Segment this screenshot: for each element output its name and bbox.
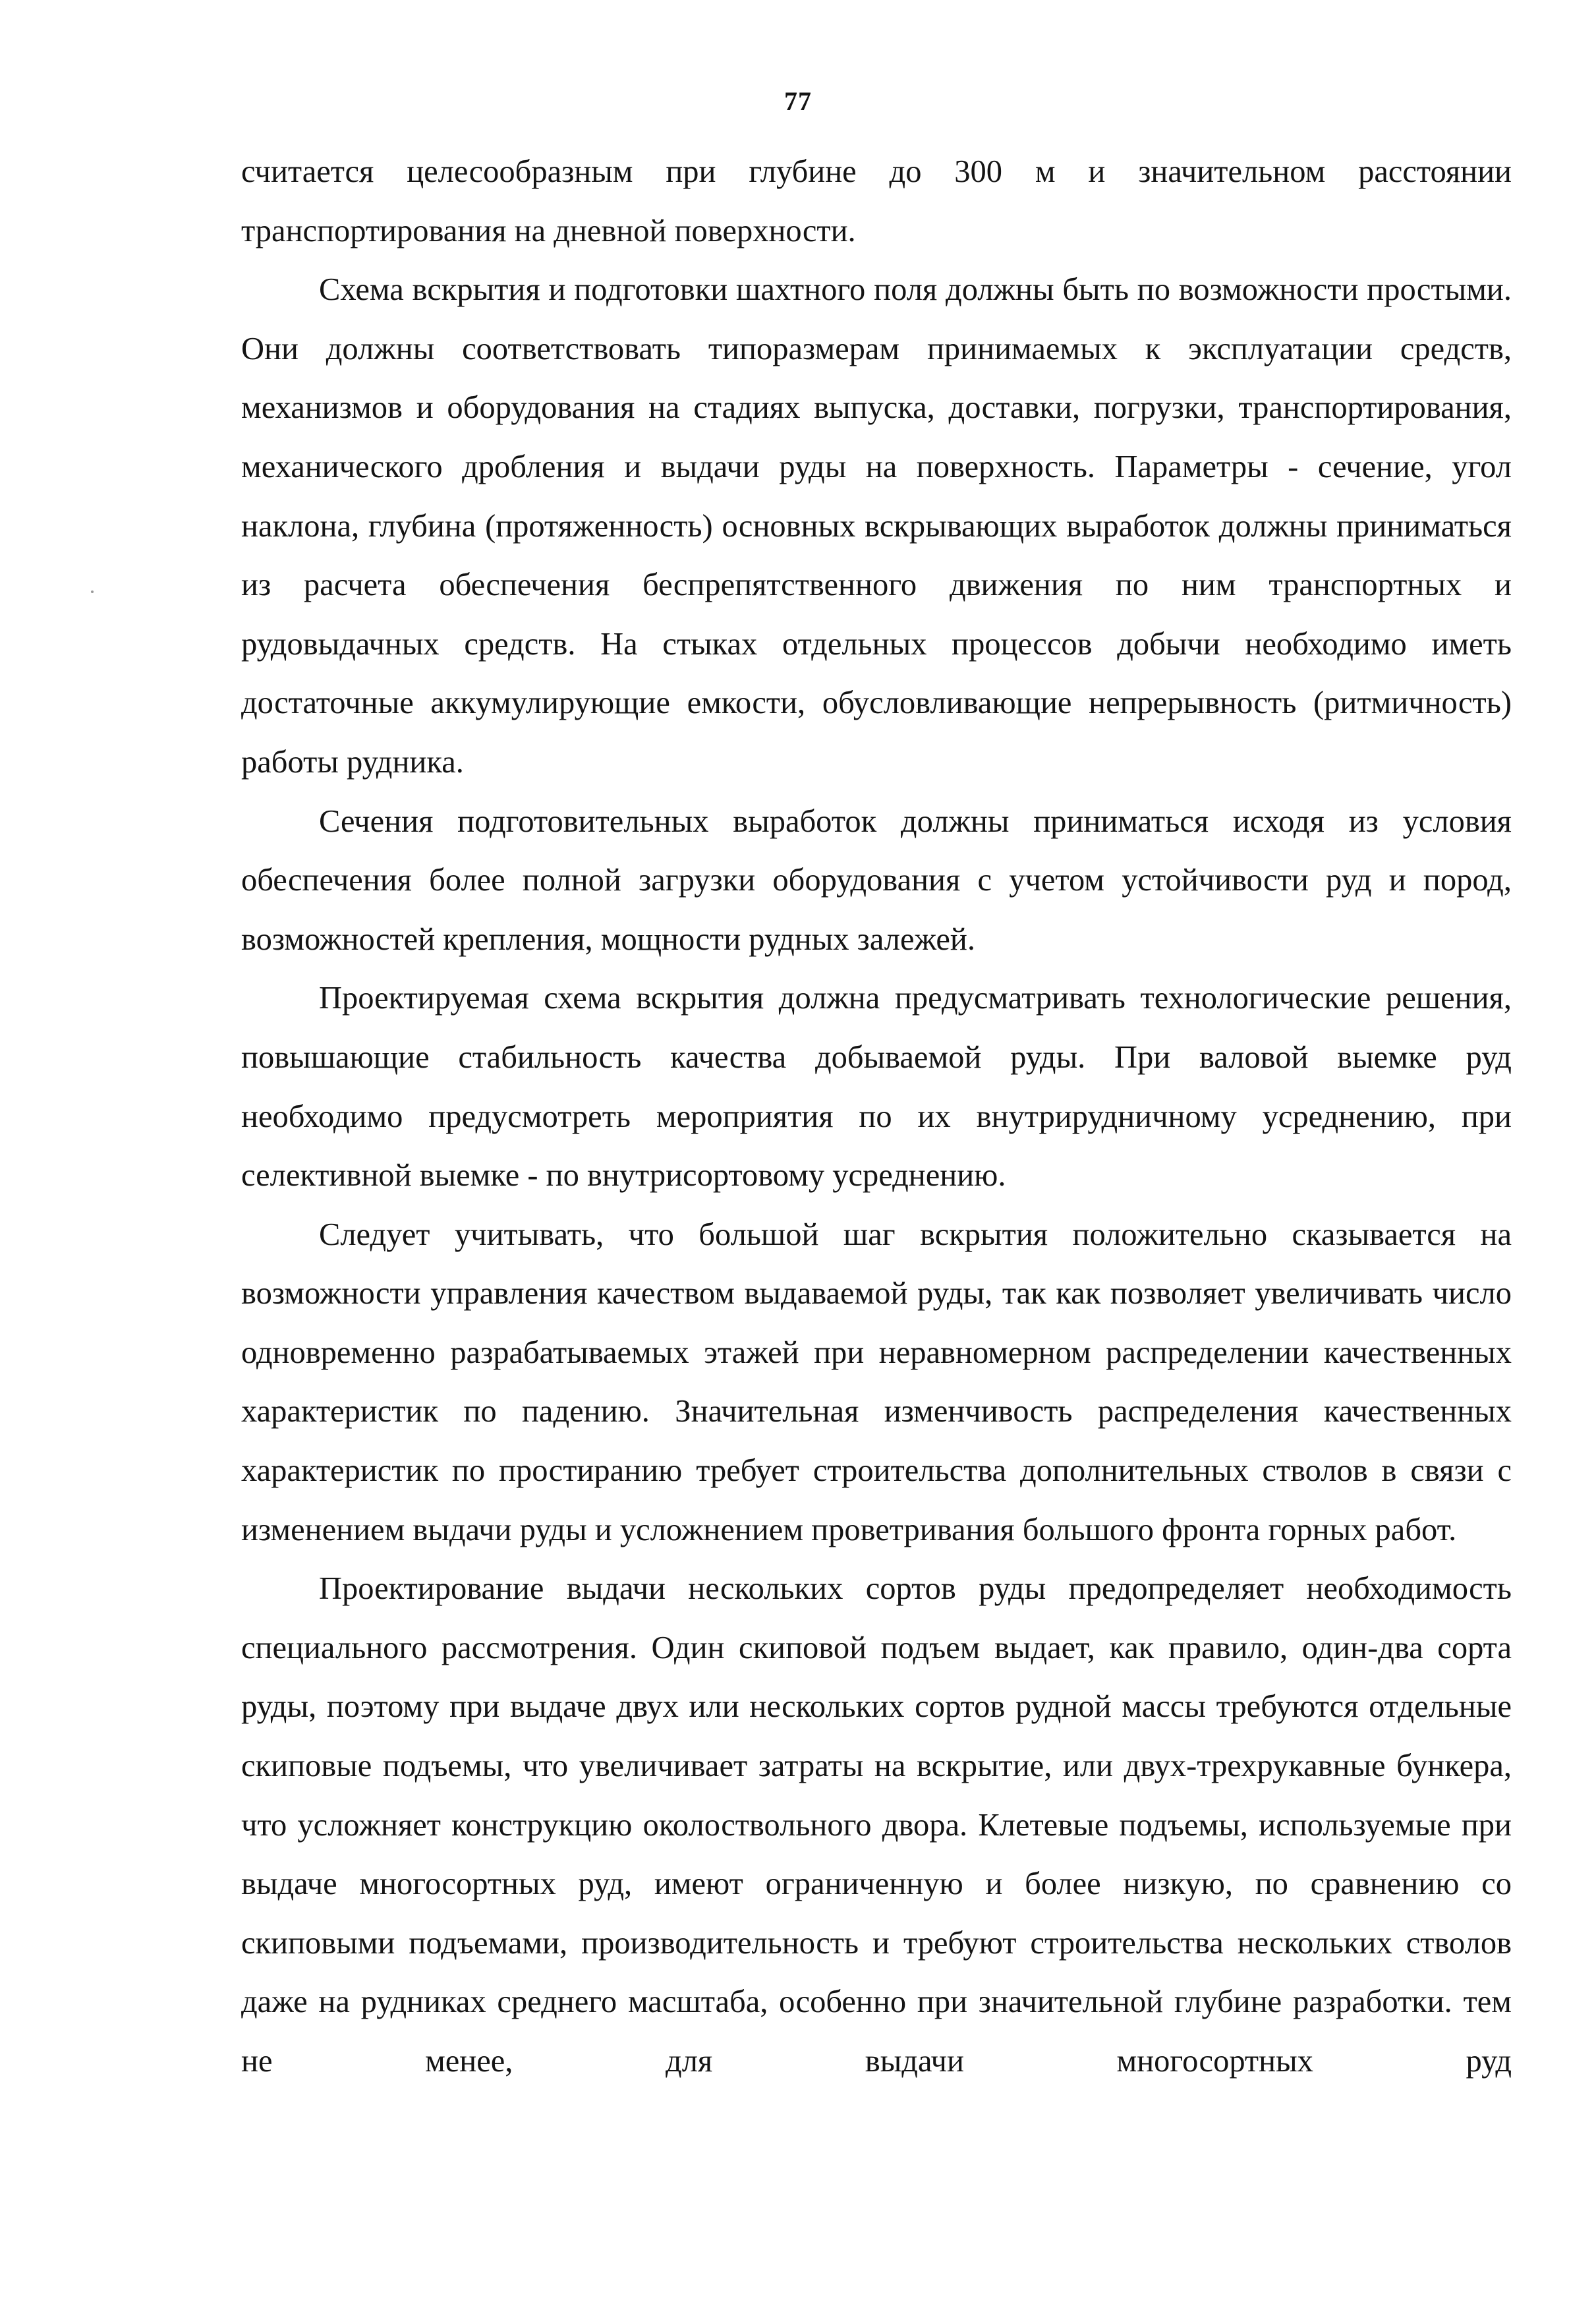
paragraph-opening-step: Следует учитывать, что большой шаг вскрытия положительно сказывается на возможности управления качеством выдаваемой руды, так как позволяет увеличивать число одновременно разрабатываемых этажей при неравномерном распределении качественных характеристик по падению. Значительная изменчивость распределения качественных характеристик по простиранию требует строительства дополнительных стволов в связи с изменением выдачи руды и усложнением проветривания большого фронта горных работ. [241, 1217, 1512, 1547]
paragraph-multigrade-ore: Проектирование выдачи нескольких сортов руды предопределяет необходимость специального рассмотрения. Один скиповой подъем выдает, как правило, один-два сорта руды, поэтому при выдаче двух или нескольких сортов рудной массы требуются отдельные скиповые подъемы, что увеличивает затраты на вскрытие, или двух-трехрукавные бункера, что усложняет конструкцию околоствольного двора. Клетевые подъемы, используемые при выдаче многосортных руд, имеют ограниченную и более низкую, по сравнению со скиповыми подъемами, производительность и требуют строительства нескольких стволов даже на рудниках среднего масштаба, особенно при значительной глубине разработки. тем не менее, для выдачи многосортных руд [241, 1571, 1512, 2079]
paragraph-continuation: считается целесообразным при глубине до 300 м и значительном расстоянии транспортирования на дневной поверхности. [241, 154, 1512, 248]
paragraph-development-sections: Сечения подготовительных выработок должны приниматься исходя из условия обеспечения более полной загрузки оборудования с учетом устойчивости руд и пород, возможностей крепления, мощности рудных залежей. [241, 803, 1512, 957]
paragraph-opening-scheme: Схема вскрытия и подготовки шахтного поля должны быть по возможности простыми. Они должны соответствовать типоразмерам принимаемых к эксплуатации средств, механизмов и оборудования на стадиях выпуска, доставки, погрузки, транспортирования, механического дробления и выдачи руды на поверхность. Параметры - сечение, угол наклона, глубина (протяженность) основных вскрывающих выработок должны приниматься из расчета обеспечения беспрепятственного движения по ним транспортных и рудовыдачных средств. На стыках отдельных процессов добычи необходимо иметь достаточные аккумулирующие емкости, обусловливающие непрерывность (ритмичность) работы рудника. [241, 272, 1512, 780]
paragraph-ore-quality: Проектируемая схема вскрытия должна предусматривать технологические решения, повышающие стабильность качества добываемой руды. При валовой выемке руд необходимо предусмотреть мероприятия по их внутрирудничному усреднению, при селективной выемке - по внутрисортовому усреднению. [241, 981, 1512, 1194]
page-number: 77 [784, 86, 812, 116]
scan-artifact-dot [91, 590, 94, 593]
body-text [241, 142, 1512, 2091]
